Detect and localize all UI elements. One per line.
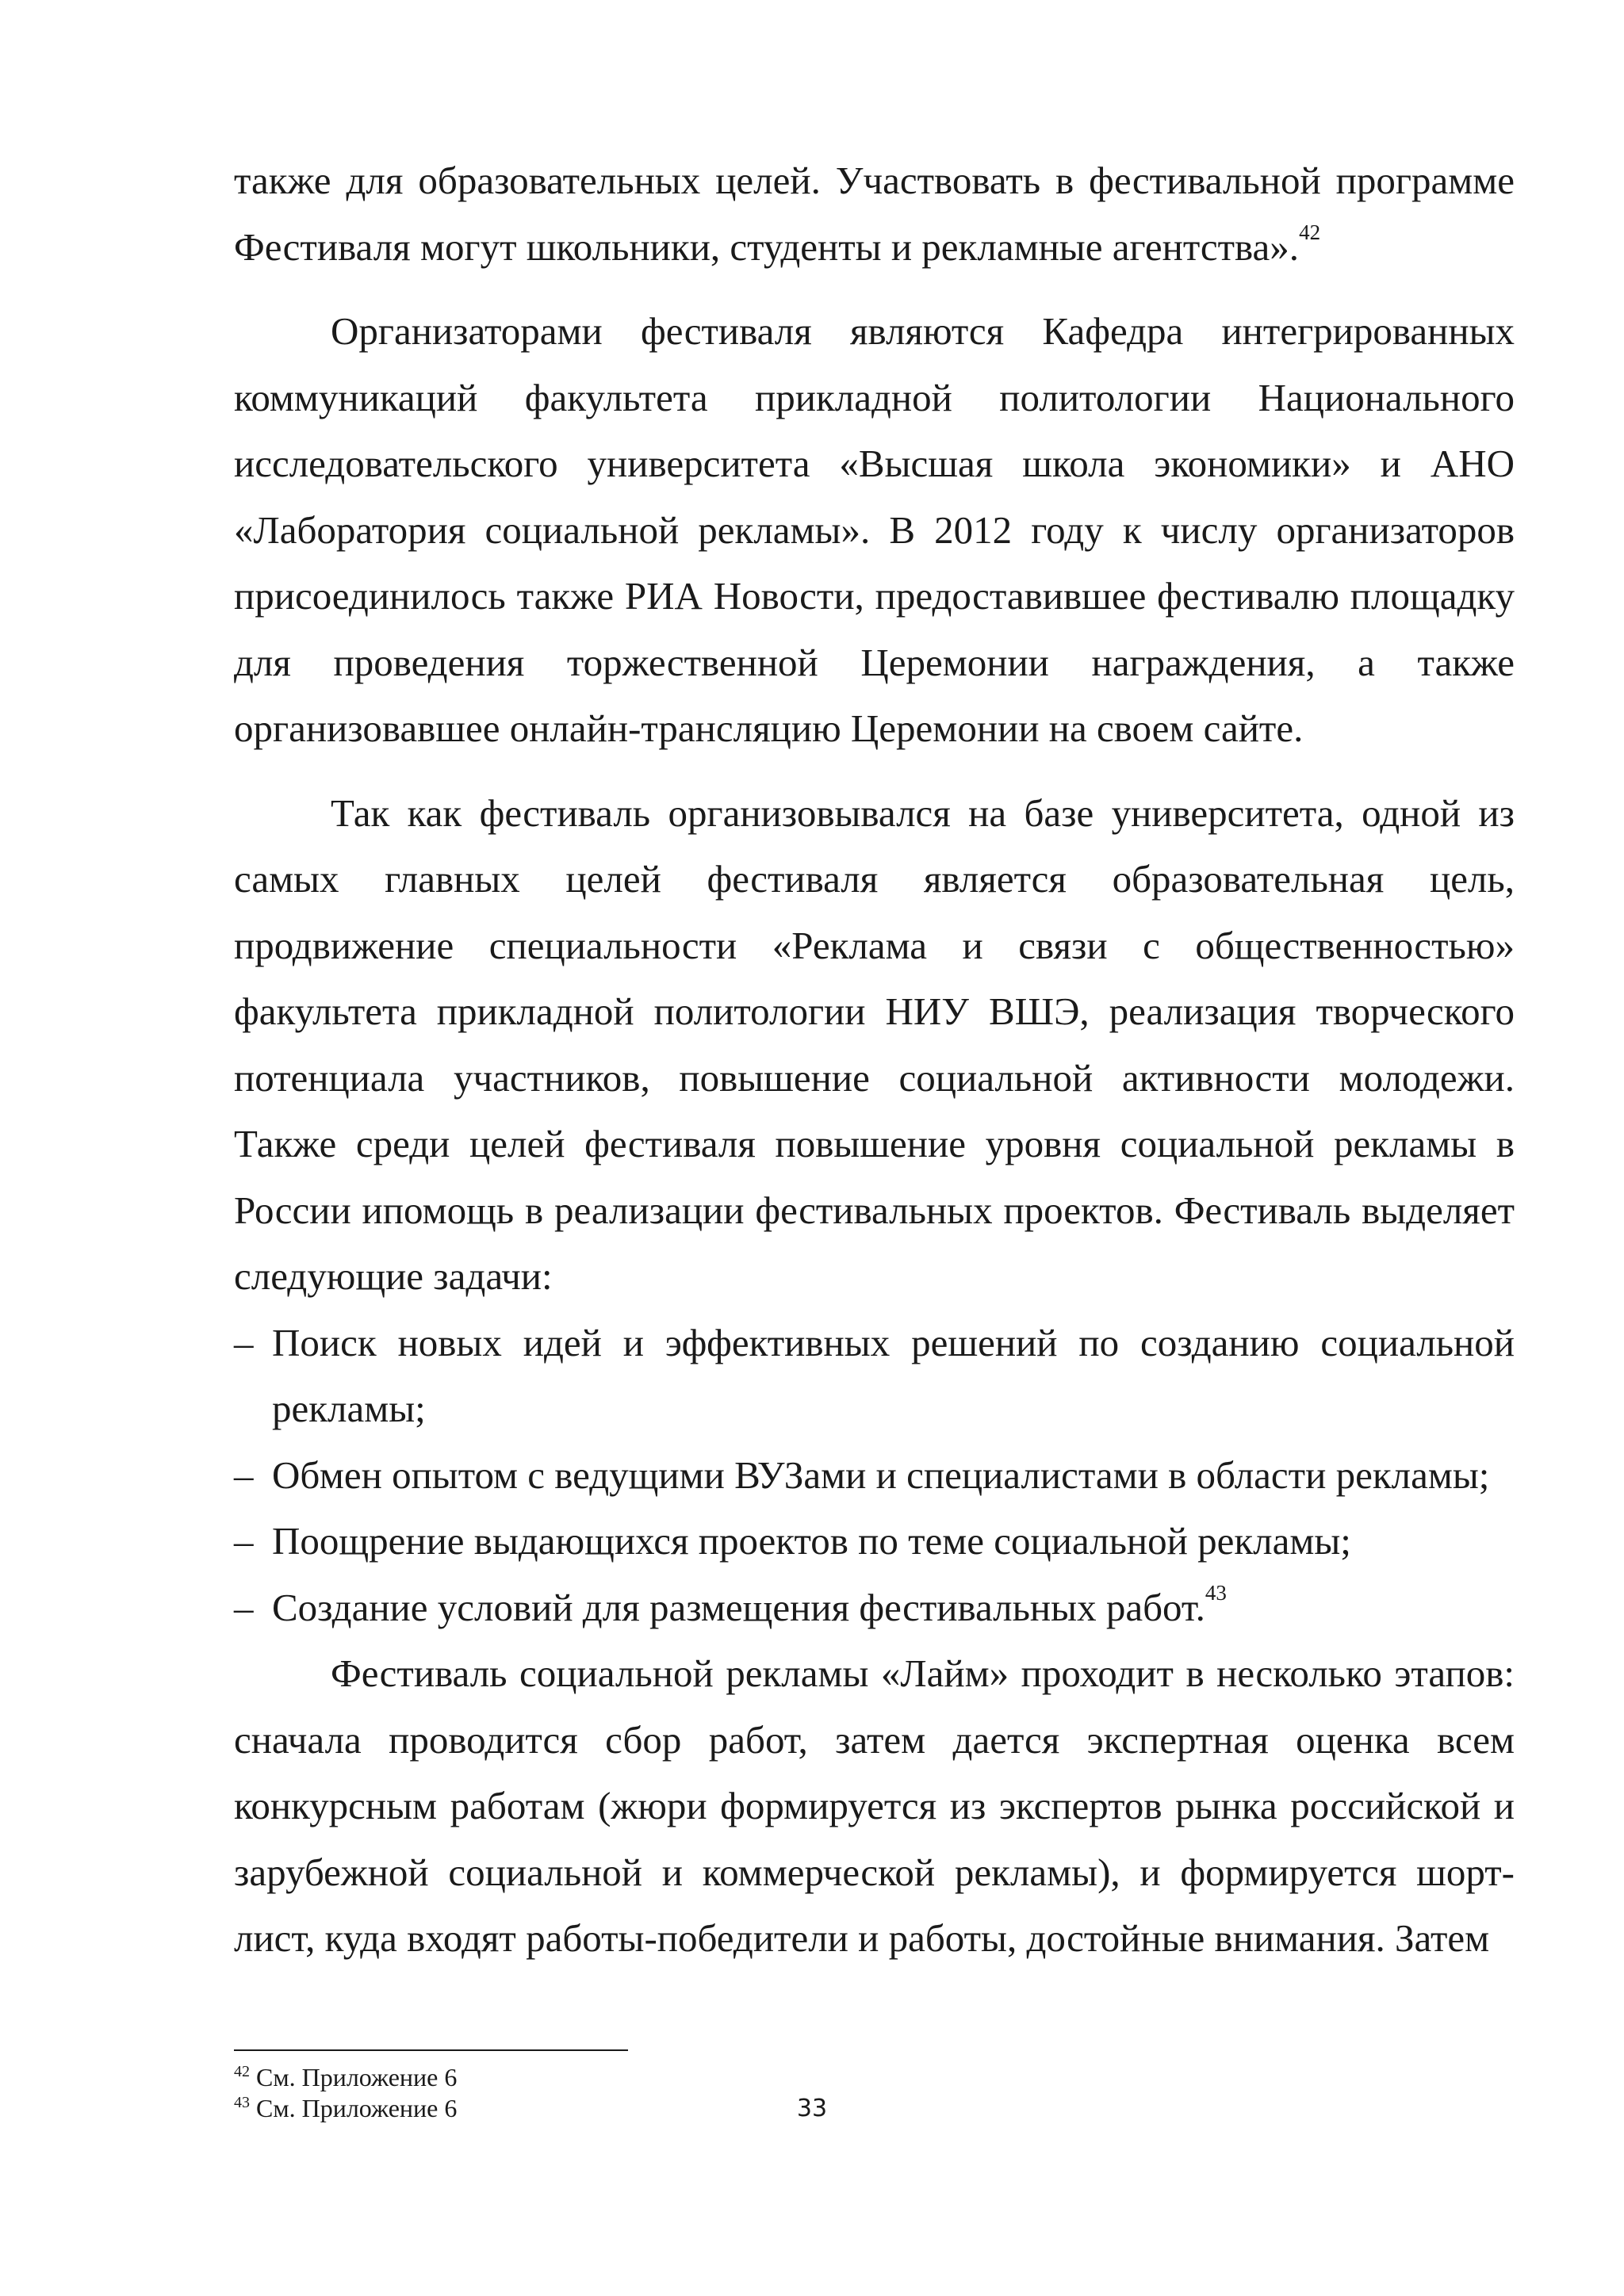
paragraph-text: также для образовательных целей. Участвовать в фестивальной программе Фестиваля могут школьники, студенты и рекламные агентства». <box>234 159 1515 269</box>
list-item <box>234 1508 1515 1575</box>
paragraph-organizers <box>234 298 1515 762</box>
paragraph-text: Фестиваль социальной рекламы «Лайм» проходит в несколько этапов: сначала проводится сбор работ, затем дается экспертная оценка всем конкурсным работам (жюри формируется из экспертов рынка российской и зарубежной социальной и коммерческой рекламы), и формируется шорт-лист, куда входят работы-победители и работы, достойные внимания. Затем <box>234 1651 1515 1960</box>
footnote-number: 43 <box>234 2094 250 2111</box>
footnote-separator <box>234 2049 628 2051</box>
paragraph-stages <box>234 1640 1515 1972</box>
bullet-marker: – <box>234 1585 254 1629</box>
list-item <box>234 1442 1515 1509</box>
paragraph-text: Организаторами фестиваля являются Кафедра интегрированных коммуникаций факультета прикладной политологии Национального исследовательского университета «Высшая школа экономики» и АНО «Лаборатория социальной рекламы». В 2012 году к числу организаторов присоединилось также РИА Новости, предоставившее фестивалю площадку для проведения торжественной Церемонии награждения, а также организовавшее онлайн-трансляцию Церемонии на своем сайте. <box>234 309 1515 750</box>
footnote <box>234 2062 1027 2093</box>
list-item-text: Поиск новых идей и эффективных решений по созданию социальной рекламы; <box>272 1320 1515 1430</box>
footnote-reference[interactable]: 43 <box>1205 1580 1227 1605</box>
bullet-marker: – <box>234 1320 254 1364</box>
bullet-marker: – <box>234 1519 254 1563</box>
list-item <box>234 1575 1515 1641</box>
task-list <box>234 1310 1515 1641</box>
list-item-text: Поощрение выдающихся проектов по теме социальной рекламы; <box>272 1519 1351 1563</box>
footnote-text: См. Приложение 6 <box>256 2094 458 2122</box>
bullet-marker: – <box>234 1452 254 1497</box>
footnote-text: См. Приложение 6 <box>256 2063 458 2091</box>
body-text <box>234 147 1515 1972</box>
footnote-reference[interactable]: 42 <box>1299 220 1321 244</box>
list-item-text: Обмен опытом с ведущими ВУЗами и специалистами в области рекламы; <box>272 1452 1490 1497</box>
footnote-number: 42 <box>234 2063 250 2080</box>
list-item-text: Создание условий для размещения фестивальных работ. <box>272 1585 1205 1629</box>
paragraph-goals <box>234 780 1515 1310</box>
page-number: 33 <box>796 2095 828 2122</box>
paragraph-text: Так как фестиваль организовывался на базе университета, одной из самых главных целей фестиваля является образовательная цель, продвижение специальности «Реклама и связи с общественностью» факультета прикладной политологии НИУ ВШЭ, реализация творческого потенциала участников, повышение социальной активности молодежи. Также среди целей фестиваля повышение уровня социальной рекламы в России ипомощь в реализации фестивальных проектов. Фестиваль выделяет следующие задачи: <box>234 790 1515 1298</box>
list-item <box>234 1310 1515 1442</box>
paragraph-quote-ending <box>234 147 1515 280</box>
